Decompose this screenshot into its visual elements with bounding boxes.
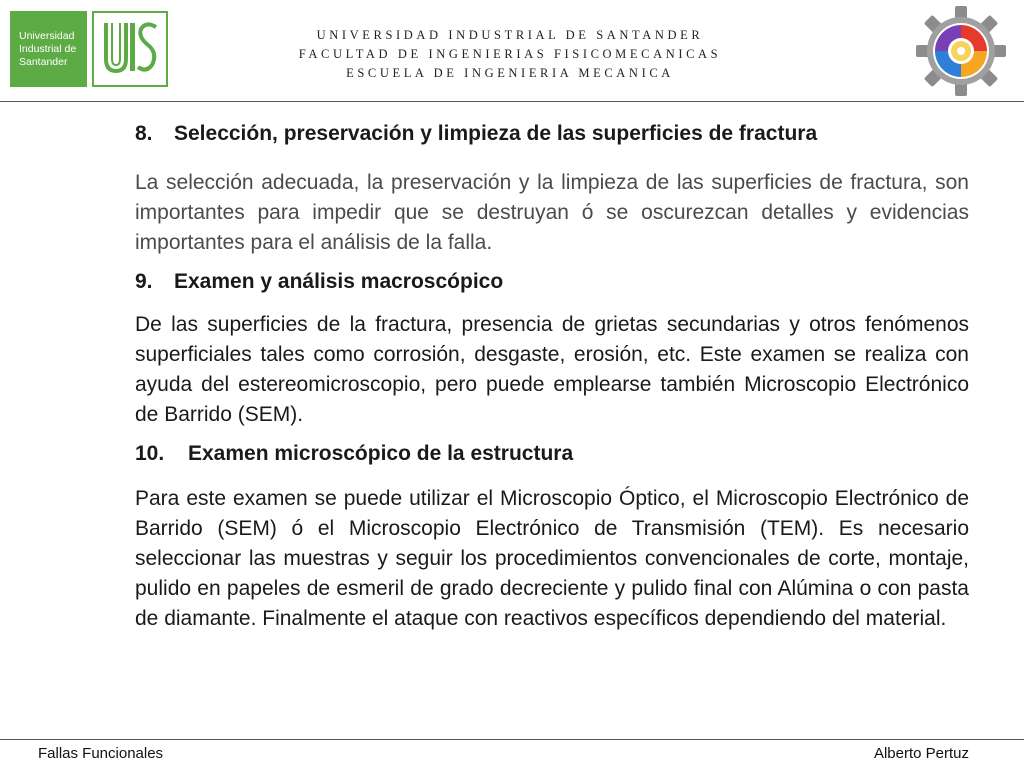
uis-monogram-logo (92, 11, 168, 87)
section-title: Examen y análisis macroscópico (174, 270, 504, 293)
section-heading (135, 268, 969, 296)
section-heading (135, 120, 969, 148)
header-line-university: UNIVERSIDAD INDUSTRIAL DE SANTANDER (316, 28, 704, 42)
header-line-school: ESCUELA DE INGENIERIA MECANICA (346, 66, 674, 80)
section-10 (135, 440, 969, 634)
logo-text-line-3: Santander (19, 56, 68, 68)
university-logo (10, 11, 87, 87)
logo-text-line-2: Industrial de (19, 43, 77, 55)
section-9 (135, 268, 969, 430)
slide-content (135, 120, 969, 634)
section-number: 10. (135, 442, 165, 465)
gear-swirl-icon (914, 4, 1008, 98)
footer-author: Alberto Pertuz (873, 745, 969, 762)
section-8 (135, 120, 969, 258)
header-line-faculty: FACULTAD DE INGENIERIAS FISICOMECANICAS (298, 47, 722, 61)
section-body: La selección adecuada, la preservación y la limpieza de las superficies de fractura, son importantes para impedir que se destruyan ó se oscurezcan detalles y evidencias importantes para el análisis de la falla. (135, 171, 969, 254)
gear-swirl-logo (914, 4, 1008, 98)
slide-header (0, 0, 1024, 100)
header-divider (0, 101, 1024, 102)
section-title: Selección, preservación y limpieza de las superficies de fractura (174, 122, 818, 145)
institution-header (200, 26, 820, 83)
section-title: Examen microscópico de la estructura (188, 442, 574, 465)
section-body: De las superficies de la fractura, presencia de grietas secundarias y otros fenómenos superficiales tales como corrosión, desgaste, erosión, etc. Este examen se realiza con ayuda del estereomicroscopio, pero puede emplearse también Microscopio Electrónico de Barrido (SEM). (135, 313, 969, 426)
section-number: 8. (135, 122, 153, 145)
section-number: 9. (135, 270, 153, 293)
section-body: Para este examen se puede utilizar el Microscopio Óptico, el Microscopio Electrónico de Barrido (SEM) ó el Microscopio Electrónico de Transmisión (TEM). Es necesario seleccionar las muestras y seguir los procedimientos convencionales de corte, montaje, pulido en papeles de esmeril de grado decreciente y pulido final con Alúmina o con pasta de diamante. Finalmente el ataque con reactivos específicos dependiendo del material. (135, 487, 969, 630)
uis-monogram-icon (94, 13, 166, 85)
footer-divider (0, 739, 1024, 740)
section-heading (135, 440, 969, 468)
logo-text-line-1: Universidad (19, 30, 75, 42)
footer-course-title: Fallas Funcionales (38, 745, 164, 762)
